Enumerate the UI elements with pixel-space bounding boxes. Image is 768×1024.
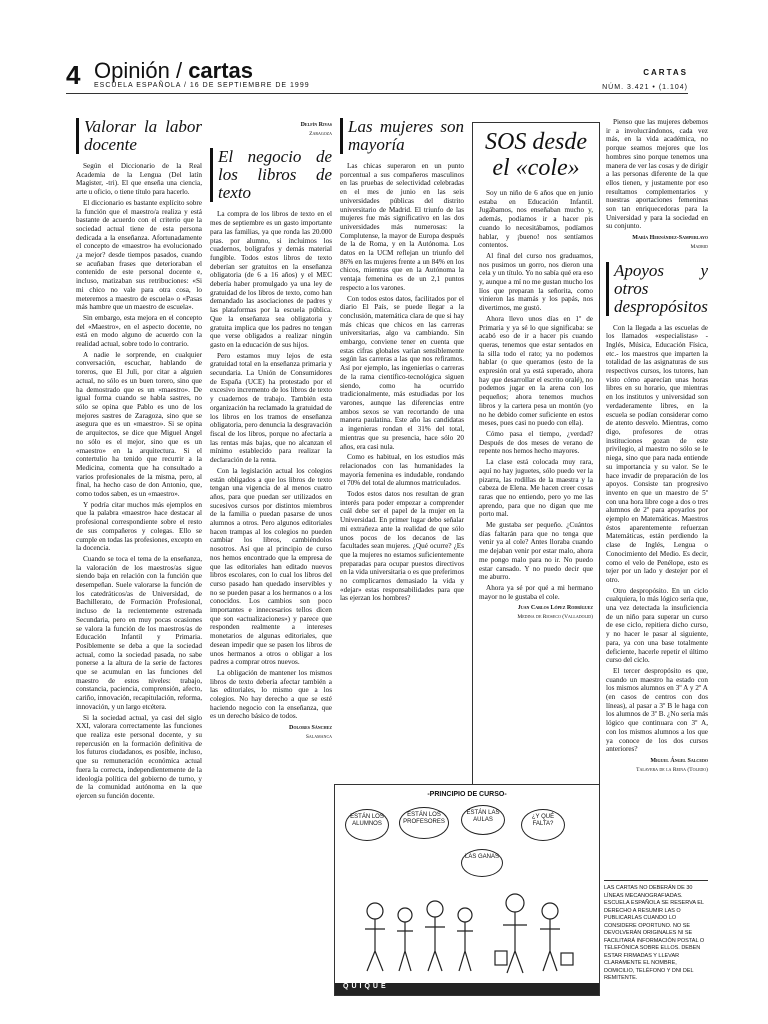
cartoon — [334, 784, 600, 996]
letter-2-place: Salamanca — [305, 733, 332, 740]
cartoon-bubble-2: ESTÁN LOS PROFESORES — [399, 807, 449, 839]
cartoon-bubble-5: LAS GANAS — [461, 849, 503, 877]
letter-3-p3: Como es habitual, en los estudios más relacionados con las humanidades la mayoría femenina es indudable, rondando el 70% del total de alumnos matriculados. — [340, 453, 464, 488]
letter-2-p3: Con la legislación actual los colegios están obligados a que los libros de texto tengan una vigencia de al menos cuatro años, para que puedan ser utilizados en sucesivos cursos por distintos miembros de la familia o puedan pasarse de unos alumnos a otros. Pero algunos editoriales hacen trampas al los colegios no pueden cambiar los libros, cambiéndolos nosotros. Así que al principio de curso nos hemos encontrado que la empresa de que las editoriales han editado nuevos libros escolares, con lo cual los libros del curso pasado han quedado inservibles y no se pueden pasar a los hermanos o a los conocidos. Los cambios son poco importantes e innecesarios tellos dicen que son «actualizaciones») y parece que responden realmente a intereses monetarios de algunas editoriales, que desean impedir que se pasen los libros de unos hermanos a otros o obligar a los padres a comprar otros nuevos. — [210, 466, 332, 667]
column-1 — [76, 118, 202, 988]
letter-1-p4: A nadie le sorprende, en cualquier conversación, escuchar, hablando de toreros, que El Juli, por citar a alguien actual, no sólo es un buen torero, sino que ha demostrado que es un «maestro». De igual forma cuando se habla sastres, no sólo se opina que Pablo es uno de los mejores sastres de Zaragoza, sino que se asegura que es un «maestro». Si se opina de arquitectos, se dice que Miguel Angel no sólo es el mejor, sino que es un «maestro» en la arquitectura. Si el contertulio ha tenido que recurrir a la Medicina, comenta que ha consultado a varios profesionales de la misma, pero, al final, ha hecho caso de don Antonio, que, como todos saben, es un «maestro». — [76, 350, 202, 499]
section-title: Opinión / cartas — [94, 58, 254, 83]
letter-1-place: Zaragoza — [309, 130, 332, 137]
letter-4-p4: Cómo pasa el tiempo, ¿verdad? Después de dos meses de verano de repente nos hemos hecho mayores. — [479, 429, 593, 456]
letter-4-p2: Al final del curso nos graduamos, nos pusimos un gorro, nos dieron una cela y un título. Yo no sabía qué era eso y, aunque a mí no me gustan mucho los líos que preparan la señorita, como vinieron las mamás y los papás, nos divertimos, me gustó. — [479, 251, 593, 313]
letter-2-p2: Pero estamos muy lejos de esta gratuidad total en la enseñanza primaria y secundaria. La Unión de Consumidores de España (UCE) ha protestado por el excesivo incremento de los libros de texto y cuadernos de trabajo. También esta organización ha reclamado la gratuidad de los libros en los tramos de enseñanza obligatoria, pero denuncia la desgravación fiscal de los libros, porque no afectaría a las rentas más bajas, que no alcanzan el mínimo establecido para realizar la declaración de la renta. — [210, 351, 332, 465]
cartoon-bubble-3: ESTÁN LAS AULAS — [461, 805, 505, 835]
letter-4-p6: Me gustaba ser pequeño. ¿Cuántos días faltarán para que no tenga que venir ya al cole? Antes lloraba cuando me dejaban venir por estar malo, ahora me pongo malo para no ir. No puedo estar cansado. Y no puedo decir que me aburro. — [479, 521, 593, 582]
cartoon-title: -PRINCIPIO DE CURSO- — [427, 791, 507, 798]
letter-4-author: Juan Carlos López Rodríguez — [517, 605, 593, 612]
column-4 — [479, 123, 593, 779]
letter-5-p3: El tercer despropósito es que, cuando un maestro ha estado con los mismos alumnos en 3º A y 2º A (en casos de centros con dos líneas), al pasar a 3º B le haga con los alumnos de 3º B. ¿No sería más lógico que continuara con 3º A, con los mismos alumnos a los que ya conoce de los dos cursos anteriores? — [606, 666, 708, 754]
letter-2-title: El negocio de los libros de texto — [210, 148, 332, 202]
letter-1-title: Valorar la labor docente — [76, 118, 202, 154]
letter-4-p3: Ahora llevo unos días en 1º de Primaria y ya sé lo que significaba: se acabó eso de ir a hacer pis cuando queras, tenemos que estar sentados en la silla todo el rato; ya no podemos hablar (o que queramos (esto de la expresión oral ya está superado, ahora hay que desarrollar el escrito oralé), no podemos jugar en la arena con los pequeños; ahora tenemos muchos libros y la cartera pesa un montón (yo no he debido comer suficiente en estos meses, pues casi no puedo con ella). — [479, 314, 593, 428]
letter-5-title: Apoyos y otros despropósitos — [606, 262, 708, 316]
letter-1-p1: Según el Diccionario de la Real Academia de la Lengua (Del latín Magister, -tri). El que enseña una ciencia, arte u oficio, o tiene título para hacerlo. — [76, 162, 202, 197]
sos-letter-box — [472, 122, 600, 786]
cartoon-signature: QUIQUE — [335, 983, 599, 995]
letter-1-p2: El diccionario es bastante explícito sobre la función que el maestro/a realiza y está bastante de acuerdo con el criterio que la sociedad actual tiene de esta persona dedicada a la enseñanza. Afortunadamente el concepto de «maestro» ha evolucionado ¿a mejor? desde tiempos pasados, cuando se acuñaban frases que deterioraban el contenido de este personal docente e, incluso, matizaban sus retribuciones: «Si mi chico no vale para otra cosa, lo meteremos a maestro de escuela» o «Pasas más hambre que un maestro de escuela». — [76, 198, 202, 312]
letter-5-p1: Con la llegada a las escuelas de los llamados «especialistas» -Inglés, Música, Educación Física, etc.- los maestros que imparten la totalidad de las asignaturas de sus respectivos cursos, los tutores, han visto cómo aparecían unas horas libres en su horario, que mientras en los institutos y universidad son verdaderamente libres, en la escuela se podían considerar como de atento desvelo. Mientras, como digo, profesores de otras instituciones gozan de este privilegio, al maestro no sólo se le niega, sino que para nada entiende su importancia y su valor. Se le hace invadir de preparación de los apoyos. Consiste tan progresivo invento en que un maestro de 5º con una hora libre coge a dos o tres alumnos de 2º para apoyarlos por ejemplo en Matemáticas. Maestros éstos aparentemente refuerzan Matemáticas, están perdiendo la clase de Inglés, Lengua o Conocimiento del Medio. Es decir, como el velo de Penélope, esto es tejer por un lado y destejer por el otro. — [606, 323, 708, 584]
submission-notice: LAS CARTAS NO DEBERÁN DE 30 LÍNEAS MECANOGRAFIADAS. ESCUELA ESPAÑOLA SE RESERVA EL DERECHO A RESUMIR LAS O PUBLICARLAS CUANDO LO CONSIDERE OPORTUNO. NO SE DEVOLVERÁN ORIGINALES NI SE FACILITARÁ INFORMACIÓN POSTAL O TELEFÓNICA SOBRE ELLOS. DEBEN ESTAR FIRMADAS Y LLEVAR CLARAMENTE EL NOMBRE, DOMICILIO, TELÉFONO Y DNI DEL REMITENTE. — [604, 880, 708, 983]
letter-3-title: Las mujeres son mayoría — [340, 118, 464, 154]
column-2 — [210, 118, 332, 990]
letter-1-p6: Cuando se toca el tema de la enseñanza, la valoración de los maestros/as sigue siendo baja en relación con la función que desempeñan. Suele valorarse la función de los catedráticos/as de Universidad, de Bachillerato, de Formación Profesional, incluso de la recientemente estrenada Secundaria, pero en muy pocas ocasiones se valora la función de los maestros/as de Educación Infantil y Primaria. Posiblemente se deba a que la sociedad actual, como la sociedad pasada, no sabe ponerse a la altura de la serie de factores que se acumulan en las funciones del maestro de estos niveles: trabajo, constancia, paciencia, comprensión, afecto, cariño, innovación, recapitulación, reforma, innovación, y un largo etcétera. — [76, 554, 202, 711]
letter-3-author: María Hernández-Samperlayo — [632, 235, 708, 242]
letter-5-p2: Otro despropósito. En un ciclo cualquiera, lo más lógico sería que, una vez detectada la insuficiencia de un niño para superar un curso de ese ciclo, repitiera dicho curso, y no hacer le pasar al siguiente, para, ya con una base totalmente deficiente, hacerle repetir el último curso del ciclo. — [606, 586, 708, 665]
letter-2-p4: La obligación de mantener los mismos libros de texto debería afectar también a las editoriales, lo mismo que a los colegios. No hay derecho a que se esté haciendo negocio con la enseñanza, que es un derecho básico de todos. — [210, 668, 332, 721]
letter-4-p1: Soy un niño de 6 años que en junio estaba en Educación Infantil. Jugábamos, nos enseñaban mucho y, además, podíamos ir a hacer pis cuando lo necesitábamos, podíamos hablar, y ¡bueno! nos sentíamos contentos. — [479, 189, 593, 250]
section-bold: cartas — [188, 58, 254, 83]
letter-1-p5: Y podría citar muchos más ejemplos en que la palabra «maestro» hace destacar al profesional correspondiente sobre el resto de sus compañeros y colegas. Ello se cumple en todas las profesiones, excepto en la docencia. — [76, 500, 202, 553]
section-name: Opinión — [94, 58, 170, 83]
letter-2-p1: La compra de los libros de texto en el mes de septiembre es un gasto importante para las familias, ya que ronda las 20.000 ptas. por alumno, si incluimos los cuadernos, bolígrafos y demás material fungible. Todos estos libros de texto deberían ser gratuitos en la enseñanza obligatoria (de 6 a 16 años) y el MEC debería haber promulgado ya una ley de gratuidad de los libros de texto, como han demandado las asociaciones de padres y las plataformas por la escuela pública. Que la enseñanza sea obligatoria y gratuita implica que los padres no tengan que verse obligados a realizar ningún gasto en la educación de sus hijos. — [210, 210, 332, 349]
letter-5-place: Talavera de la Reina (Toledo) — [636, 766, 708, 773]
letter-1-author: Delfín Rivas — [300, 122, 332, 128]
page-number: 4 — [66, 60, 81, 90]
letter-4-place: Medina de Rioseco (Valladolid) — [517, 614, 593, 621]
cartoon-figures — [335, 881, 597, 981]
masthead-subtitle: ESCUELA ESPAÑOLA / 16 DE SEPTIEMBRE DE 1999 — [94, 82, 310, 89]
cartoon-bubble-4: ¿Y QUÉ FALTA? — [521, 809, 565, 841]
header-rule — [66, 93, 688, 94]
letter-3-p4: Todos estos datos nos resultan de gran interés para poder empezar a comprender cuál debe ser el papel de la mujer en la Universidad. En primer lugar debo señalar mi extrañeza ante la realidad de que sólo unos pocos de los decanos de las facultades sean mujeres. ¿Qué ocurre? ¿Es que la mujeres no estamos suficientemente preparadas para ocupar puestos directivos en la vida universitaria o es que preferimos no complicarnos demasiado la vida y «dejar» estas responsabilidades para que las ejerzan los hombres? — [340, 490, 464, 603]
letter-4-p7: Ahora ya sé por qué a mi hermano mayor no le gustaba el cole. — [479, 583, 593, 601]
column-3 — [340, 118, 464, 780]
letter-5-author: Miguel Ángel Salcedo — [650, 758, 708, 764]
letter-2-author: Dolores Sánchez — [289, 725, 332, 732]
letter-4-title: SOS desde el «cole» — [485, 129, 587, 181]
letter-3-place: Madrid — [690, 243, 708, 250]
letter-3-p1: Las chicas superaron en un punto porcentual a sus compañeros masculinos en las pruebas de selectividad celebradas en el mes de junio en las seis universidades públicas del distrito universitario de Madrid. El triunfo de las mujeres fue más significativo en las dos universidades más numerosas: la Complutense, la mayor de Europa después de la de Roma, y en la Autónoma. Los datos en la UCM reflejan un triunfo del 86% en las mujeres frente a un 84% en los chicos, mientras que en la Autónoma la ventaja femenina es de un 2,1 puntos respecto a los varones. — [340, 162, 464, 292]
issue-number: NÚM. 3.421 • (1.104) — [602, 84, 688, 91]
cartoon-bubble-1: ESTÁN LOS ALUMNOS — [345, 809, 389, 841]
letter-3-p5: Pienso que las mujeres debemos ir a involucrándonos, cada vez más, en la vida académica, no porque seamos mejores que los hombres sino porque tenemos una manera de ver las cosas y de dirigir a las personas diferente de la que ellos tienen, y justamente por eso resultamos complementarios y nuestras aportaciones femeninas son tan enriquecedoras para la Universidad y para la sociedad en su conjunto. — [606, 118, 708, 231]
column-5 — [606, 118, 708, 876]
section-label-right: CARTAS — [643, 68, 688, 77]
letter-1-p7: Si la sociedad actual, ya casi del siglo XXI, valorara correctamente las funciones que realiza este personal docente, y su repercusión en la formación definitiva de los futuros ciudadanos, es posible, incluso, que su remuneración económica actual fuera la correcta, independientemente de la ideología política del gobierno de turno, y de la comunidad autónoma en la que ejercen su función docente. — [76, 713, 202, 800]
letter-4-p5: La clase está colocada muy rara, aquí no hay juguetes, sólo puedo ver la pizarra, las rodillas de la maestra y la cabeza de Elena. Me hacen creer cosas raras que no entiendo, pero yo me las aprendo, para que no digan que me porto mal. — [479, 458, 593, 519]
letter-1-p3: Sin embargo, esta mejora en el concepto del «Maestro», en el aspecto docente, no está en modo alguno de acuerdo con la realidad actual, sobre todo lo contrario. — [76, 313, 202, 349]
letter-3-p2: Con todos estos datos, facilitados por el diario El País, se puede llegar a la conclusión, matemática clara de que si hay más chicas que chicos en las carreras universitarias, algo va cambiando. Sin embargo, conviene tener en cuenta que estas cifras globales varían sensiblemente según las carreras a las que nos refiramos. Así por ejemplo, las ingenierías o carreras de la rama científico-tecnológica siguen siendo, como ha ocurrido tradicionalmente, más estudiadas por los varones, aunque las diferencias entre ambos sexos se van recortando de una manera paulatina. Este año las candidatas a ingenieras rondan el 31% del total, mientras que su presencia, hace sólo 20 años, era casi nula. — [340, 294, 464, 451]
